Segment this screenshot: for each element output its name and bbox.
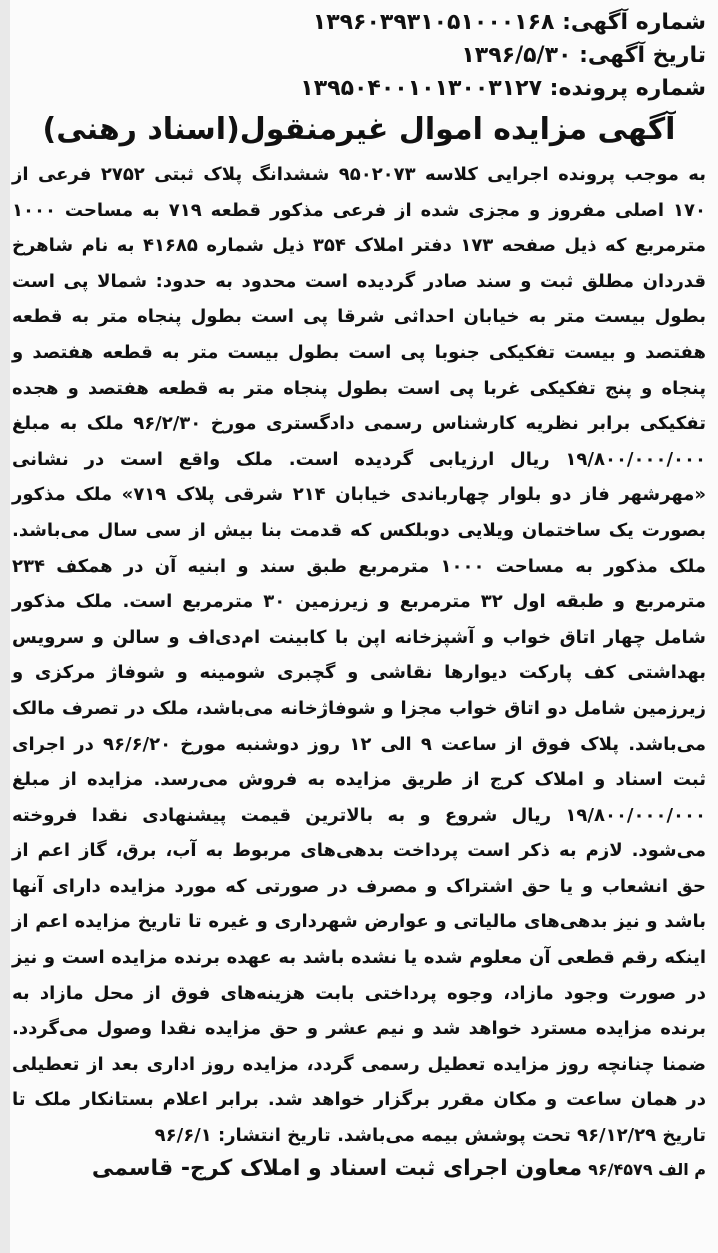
page-title: آگهی مزایده اموال غیرمنقول(اسناد رهنی): [42, 112, 676, 147]
ad-body: [12, 157, 706, 1154]
paper-edge: [0, 0, 10, 1253]
ad-date: تاریخ آگهی: ۱۳۹۶/۵/۳۰: [461, 43, 706, 68]
header-block: [12, 6, 706, 105]
footer: [12, 1156, 706, 1181]
signer: معاون اجرای ثبت اسناد و املاک کرج- قاسمی: [91, 1155, 583, 1181]
case-number: شماره پرونده: ۱۳۹۵۰۴۰۰۱۰۱۳۰۰۳۱۲۷: [300, 76, 706, 101]
ad-body-text: به موجب پرونده اجرایی کلاسه ۹۵۰۲۰۷۳ ششدانگ پلاک ثبتی ۲۷۵۲ فرعی از ۱۷۰ اصلی مفروز و مجزی شده از فرعی مذکور قطعه ۷۱۹ به مساحت ۱۰۰۰ مترمربع که ذیل صفحه ۱۷۳ دفتر املاک ۳۵۴ ذیل شماره ۴۱۶۸۵ به نام شاهرخ قدردان مطلق ثبت و سند صادر گردیده است محدود به حدود: شمالا پی است بطول بیست متر به خیابان احداثی شرقا پی است بطول پنجاه متر به قطعه هفتصد و بیست تفکیکی جنوبا پی است بطول بیست متر به قطعه هفتصد و پنجاه و پنج تفکیکی غربا پی است بطول پنجاه متر به قطعه هفتصد و هجده تفکیکی برابر نظریه کارشناس رسمی دادگستری مورخ ۹۶/۲/۳۰ ملک به مبلغ ۱۹/۸۰۰/۰۰۰/۰۰۰ ریال ارزیابی گردیده است. ملک واقع است در نشانی «مهرشهر فاز دو بلوار چهارباندی خیابان ۲۱۴ شرقی پلاک ۷۱۹» ملک مذکور بصورت یک ساختمان ویلایی دوبلکس که قدمت بنا بیش از سی سال می‌باشد. ملک مذکور به مساحت ۱۰۰۰ مترمربع طبق سند و ابنیه آن در همکف ۲۳۴ مترمربع و طبقه اول ۳۲ مترمربع و زیرزمین ۳۰ مترمربع است. ملک مذکور شامل چهار اتاق خواب و آشپزخانه اپن با کابینت ام‌دی‌اف و سالن و سرویس بهداشتی کف پارکت دیوارها نقاشی و گچبری شومینه و شوفاژ مرکزی و زیرزمین شامل دو اتاق خواب مجزا و شوفاژخانه می‌باشد، ملک در تصرف مالک می‌باشد. پلاک فوق از ساعت ۹ الی ۱۲ روز دوشنبه مورخ ۹۶/۶/۲۰ در اجرای ثبت اسناد و املاک کرج از طریق مزایده به فروش می‌رسد. مزایده از مبلغ ۱۹/۸۰۰/۰۰۰/۰۰۰ ریال شروع و به بالاترین قیمت پیشنهادی نقدا فروخته می‌شود. لازم به ذکر است پرداخت بدهی‌های مربوط به آب، برق، گاز اعم از حق انشعاب و یا حق اشتراک و مصرف در صورتی که مورد مزایده دارای آنها باشد و نیز بدهی‌های مالیاتی و عوارض شهرداری و غیره تا تاریخ مزایده اعم از اینکه رقم قطعی آن معلوم شده یا نشده باشد به عهده برنده مزایده است و نیز در صورت وجود مازاد، وجوه پرداختی بابت هزینه‌های فوق از محل مازاد به برنده مزایده مسترد خواهد شد و نیم عشر و حق مزایده نقدا وصول می‌گردد. ضمنا چنانچه روز مزایده تعطیل رسمی گردد، مزایده روز اداری بعد از تعطیلی در همان ساعت و مکان مقرر برگزار خواهد شد. برابر اعلام بستانکار ملک تا تاریخ ۹۶/۱۲/۲۹ تحت پوشش بیمه می‌باشد.: [12, 164, 707, 1147]
mal-number: م الف ۹۶/۴۵۷۹: [588, 1159, 706, 1179]
publish-date: تاریخ انتشار: ۹۶/۶/۱: [154, 1125, 331, 1147]
ad-number: شماره آگهی: ۱۳۹۶۰۳۹۳۱۰۵۱۰۰۰۱۶۸: [312, 10, 706, 35]
